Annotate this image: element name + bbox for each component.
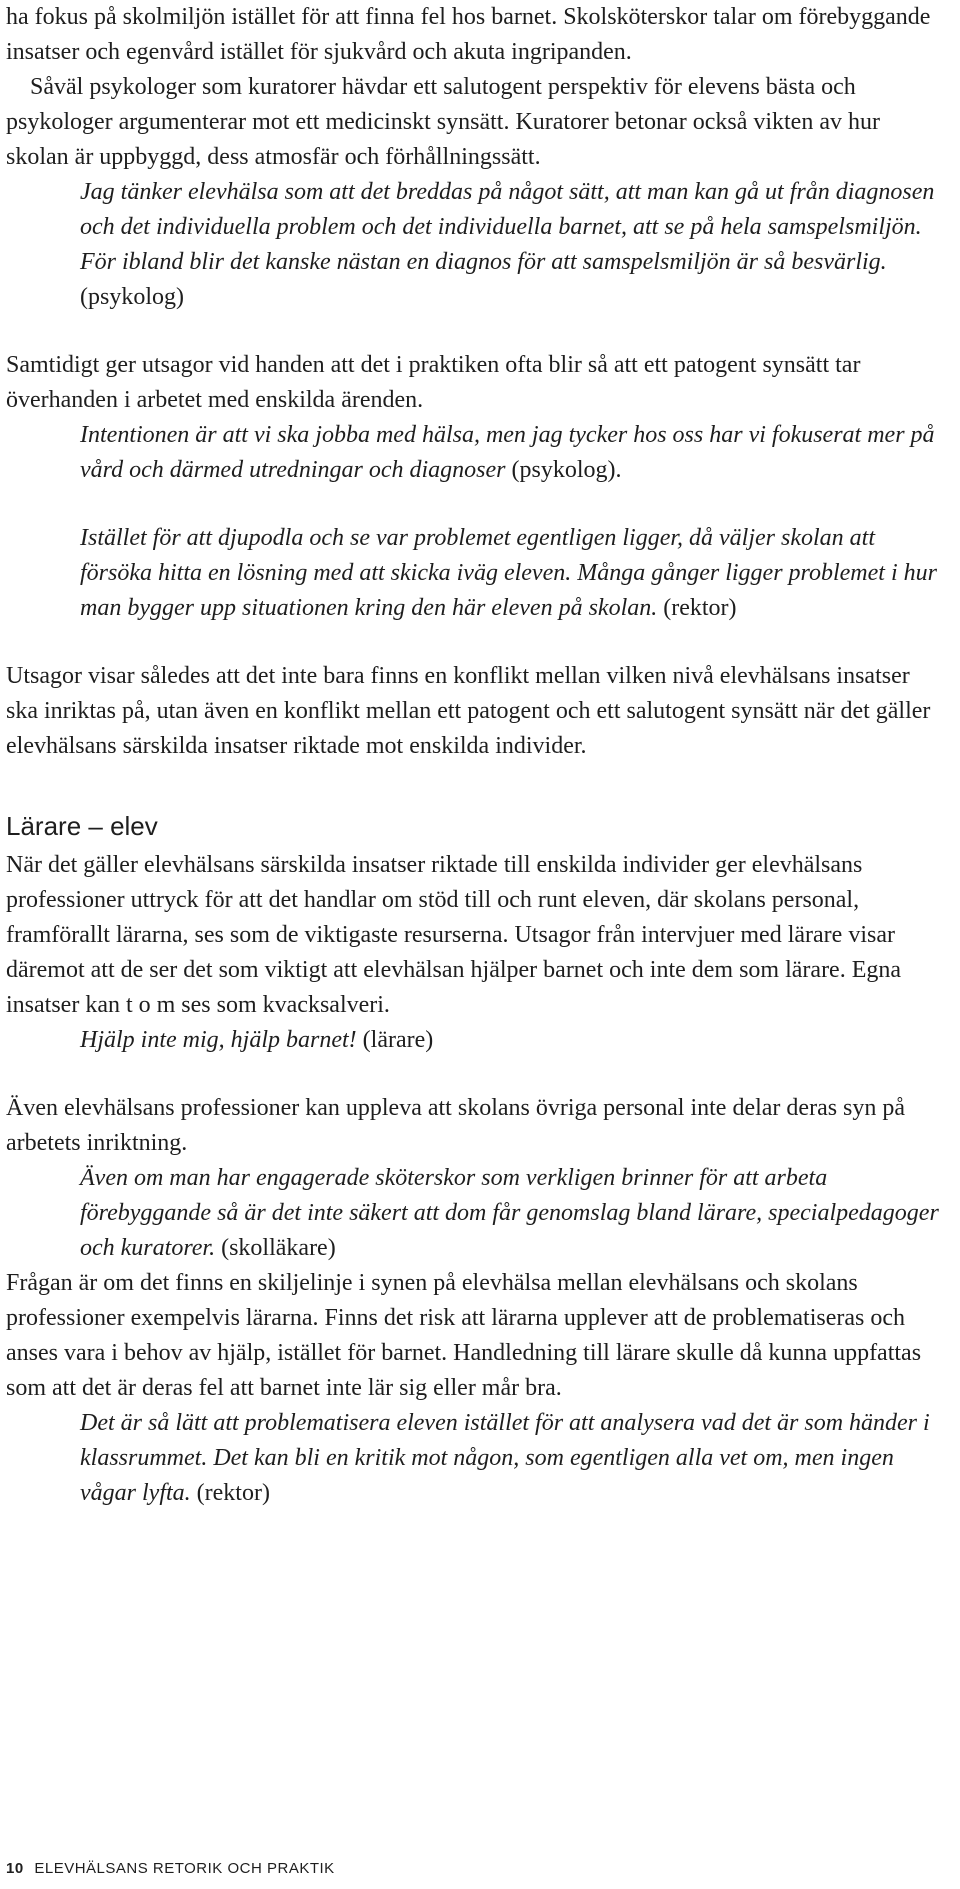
paragraph-pathogenic: Samtidigt ger utsagor vid handen att det i praktiken ofta blir så att ett patogent synsätt tar överhanden i arbetet med enskilda ärenden. bbox=[6, 352, 861, 413]
quote-text: Det är så lätt att problematisera eleven istället för att analysera vad det är som händer i klassrummet. Det kan bli en kritik mot någon, som egentligen alla vet om, men ingen vågar lyfta. bbox=[80, 1410, 930, 1506]
document-page bbox=[6, 0, 954, 1511]
quote-text: Hjälp inte mig, hjälp barnet! bbox=[80, 1027, 357, 1053]
page-footer bbox=[6, 1860, 335, 1877]
quote-source: (rektor) bbox=[657, 595, 737, 621]
paragraph-conflict: Utsagor visar således att det inte bara finns en konflikt mellan vilken nivå elevhälsans insatser ska inriktas på, utan även en konflikt mellan ett patogent och ett salutogent synsätt när det gäller elevhälsans särskilda insatser riktade mot enskilda individer. bbox=[6, 663, 931, 759]
paragraph-professions: Även elevhälsans professioner kan uppleva att skolans övriga personal inte delar deras syn på arbetets inriktning. bbox=[6, 1095, 906, 1156]
quote-text: Jag tänker elevhälsa som att det breddas på något sätt, att man kan gå ut från diagnosen och det individuella problem och det individuella barnet, att se på hela samspelsmiljön. För ibland blir det kanske nästan en diagnos för att samspelsmiljön är så besvärlig. bbox=[80, 179, 935, 275]
quote-source: (rektor) bbox=[190, 1480, 270, 1506]
paragraph-psychologists: Såväl psykologer som kuratorer hävdar ett salutogent perspektiv för elevens bästa och psykologer argumenterar mot ett medicinskt synsätt. Kuratorer betonar också vikten av hur skolan är uppbyggd, dess atmosfär och förhållningssätt. bbox=[6, 74, 880, 170]
paragraph-teachers: När det gäller elevhälsans särskilda insatser riktade till enskilda individer ger elevhälsans professioner uttryck för att det handlar om stöd till och runt eleven, där skolans personal, framförallt lärarna, ses som de viktigaste resurserna. Utsagor från intervjuer med lärare visar däremot att de ser det som viktigt att elevhälsan hjälper barnet och inte dem som lärare. Egna insatser kan t o m ses som kvacksalveri. bbox=[6, 852, 902, 1018]
quote-psychologist-2 bbox=[6, 418, 954, 488]
quote-text: Intentionen är att vi ska jobba med hälsa, men jag tycker hos oss har vi fokuserat mer på vård och därmed utredningar och diagnoser bbox=[80, 422, 935, 483]
quote-source: (lärare) bbox=[356, 1027, 434, 1053]
section-heading: Lärare – elev bbox=[6, 811, 158, 841]
paragraph-intro: ha fokus på skolmiljön istället för att finna fel hos barnet. Skolsköterskor talar om förebyggande insatser och egenvård istället för sjukvård och akuta ingripanden. bbox=[6, 4, 931, 65]
quote-psychologist-1 bbox=[6, 175, 954, 315]
quote-source: (skolläkare) bbox=[215, 1235, 336, 1261]
quote-text: Även om man har engagerade sköterskor som verkligen brinner för att arbeta förebyggande så är det inte säkert att dom får genomslag bland lärare, specialpedagoger och kuratorer. bbox=[80, 1165, 939, 1261]
quote-text: Istället för att djupodla och se var problemet egentligen ligger, då väljer skolan att försöka hitta en lösning med att skicka iväg eleven. Många gånger ligger problemet i hur man bygger upp situationen kring den här eleven på skolan. bbox=[80, 525, 937, 621]
quote-principal-2 bbox=[6, 1406, 954, 1511]
paragraph-dividing-line: Frågan är om det finns en skiljelinje i synen på elevhälsa mellan elevhälsans och skolans professioner exempelvis lärarna. Finns det risk att lärarna upplever att de problematiseras och anses vara i behov av hjälp, istället för barnet. Handledning till lärare skulle då kunna uppfattas som att det är deras fel att barnet inte lär sig eller mår bra. bbox=[6, 1270, 922, 1401]
page-number: 10 bbox=[6, 1860, 24, 1877]
quote-source: (psykolog) bbox=[80, 284, 184, 310]
quote-school-doctor bbox=[6, 1161, 954, 1266]
quote-source: (psykolog). bbox=[505, 457, 622, 483]
quote-principal-1 bbox=[6, 521, 954, 626]
quote-teacher bbox=[6, 1023, 954, 1058]
running-title: ELEVHÄLSANS RETORIK OCH PRAKTIK bbox=[34, 1860, 335, 1877]
